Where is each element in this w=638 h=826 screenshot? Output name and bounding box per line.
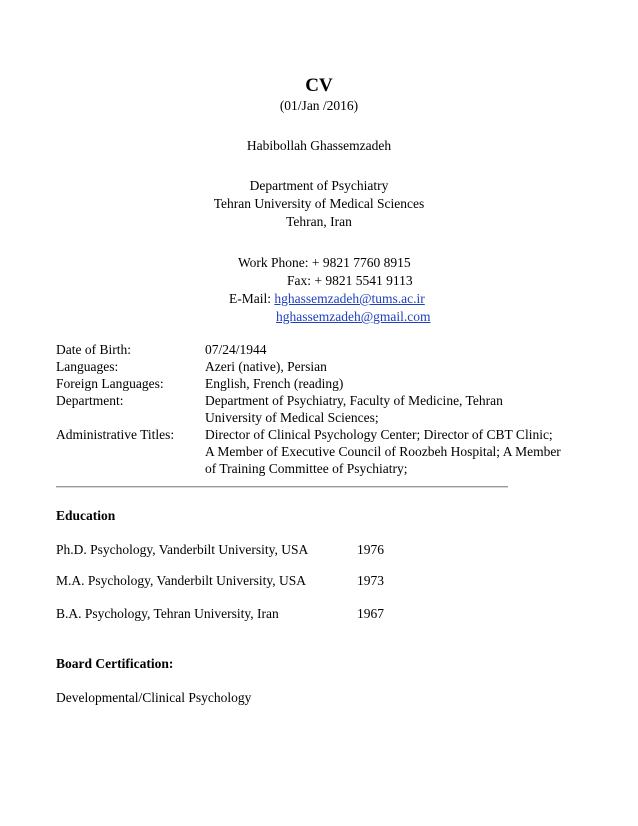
department-name: Department of Psychiatry	[249, 178, 389, 193]
email-row-2	[276, 309, 431, 325]
email-row	[229, 291, 425, 307]
admin-titles-line-1: Director of Clinical Psychology Center; Director of CBT Clinic;	[205, 427, 553, 442]
department-value-line-1: Department of Psychiatry, Faculty of Medicine, Tehran	[205, 393, 503, 408]
foreign-languages-label: Foreign Languages:	[56, 376, 164, 391]
location: Tehran, Iran	[286, 214, 352, 229]
education-year: 1976	[357, 542, 384, 557]
university-name: Tehran University of Medical Sciences	[213, 196, 425, 211]
foreign-languages-value: English, French (reading)	[205, 376, 344, 391]
dob-value: 07/24/1944	[205, 342, 267, 357]
education-degree: Ph.D. Psychology, Vanderbilt University, USA	[56, 542, 309, 557]
education-degree: M.A. Psychology, Vanderbilt University, USA	[56, 573, 306, 588]
education-year: 1973	[357, 573, 384, 588]
admin-titles-line-2: A Member of Executive Council of Roozbeh Hospital; A Member	[205, 444, 561, 459]
education-heading: Education	[56, 508, 116, 523]
languages-label: Languages:	[56, 359, 119, 374]
languages-value: Azeri (native), Persian	[205, 359, 327, 374]
education-degree: B.A. Psychology, Tehran University, Iran	[56, 606, 279, 621]
admin-titles-label: Administrative Titles:	[56, 427, 175, 442]
section-divider	[56, 486, 508, 488]
email-label: E-Mail:	[229, 291, 271, 306]
person-name: Habibollah Ghassemzadeh	[246, 138, 392, 153]
cv-date: (01/Jan /2016)	[279, 98, 359, 113]
board-certification-heading: Board Certification:	[56, 656, 174, 671]
board-certification-value: Developmental/Clinical Psychology	[56, 690, 252, 705]
education-year: 1967	[357, 606, 384, 621]
admin-titles-line-3: of Training Committee of Psychiatry;	[205, 461, 408, 476]
email-link-tums[interactable]: hghassemzadeh@tums.ac.ir	[274, 291, 425, 306]
fax-number: Fax: + 9821 5541 9113	[287, 273, 413, 288]
dob-label: Date of Birth:	[56, 342, 131, 357]
department-label: Department:	[56, 393, 124, 408]
cv-title: CV	[305, 75, 333, 96]
work-phone: Work Phone: + 9821 7760 8915	[238, 255, 411, 270]
department-value-line-2: University of Medical Sciences;	[205, 410, 379, 425]
email-link-gmail[interactable]: hghassemzadeh@gmail.com	[276, 309, 431, 324]
